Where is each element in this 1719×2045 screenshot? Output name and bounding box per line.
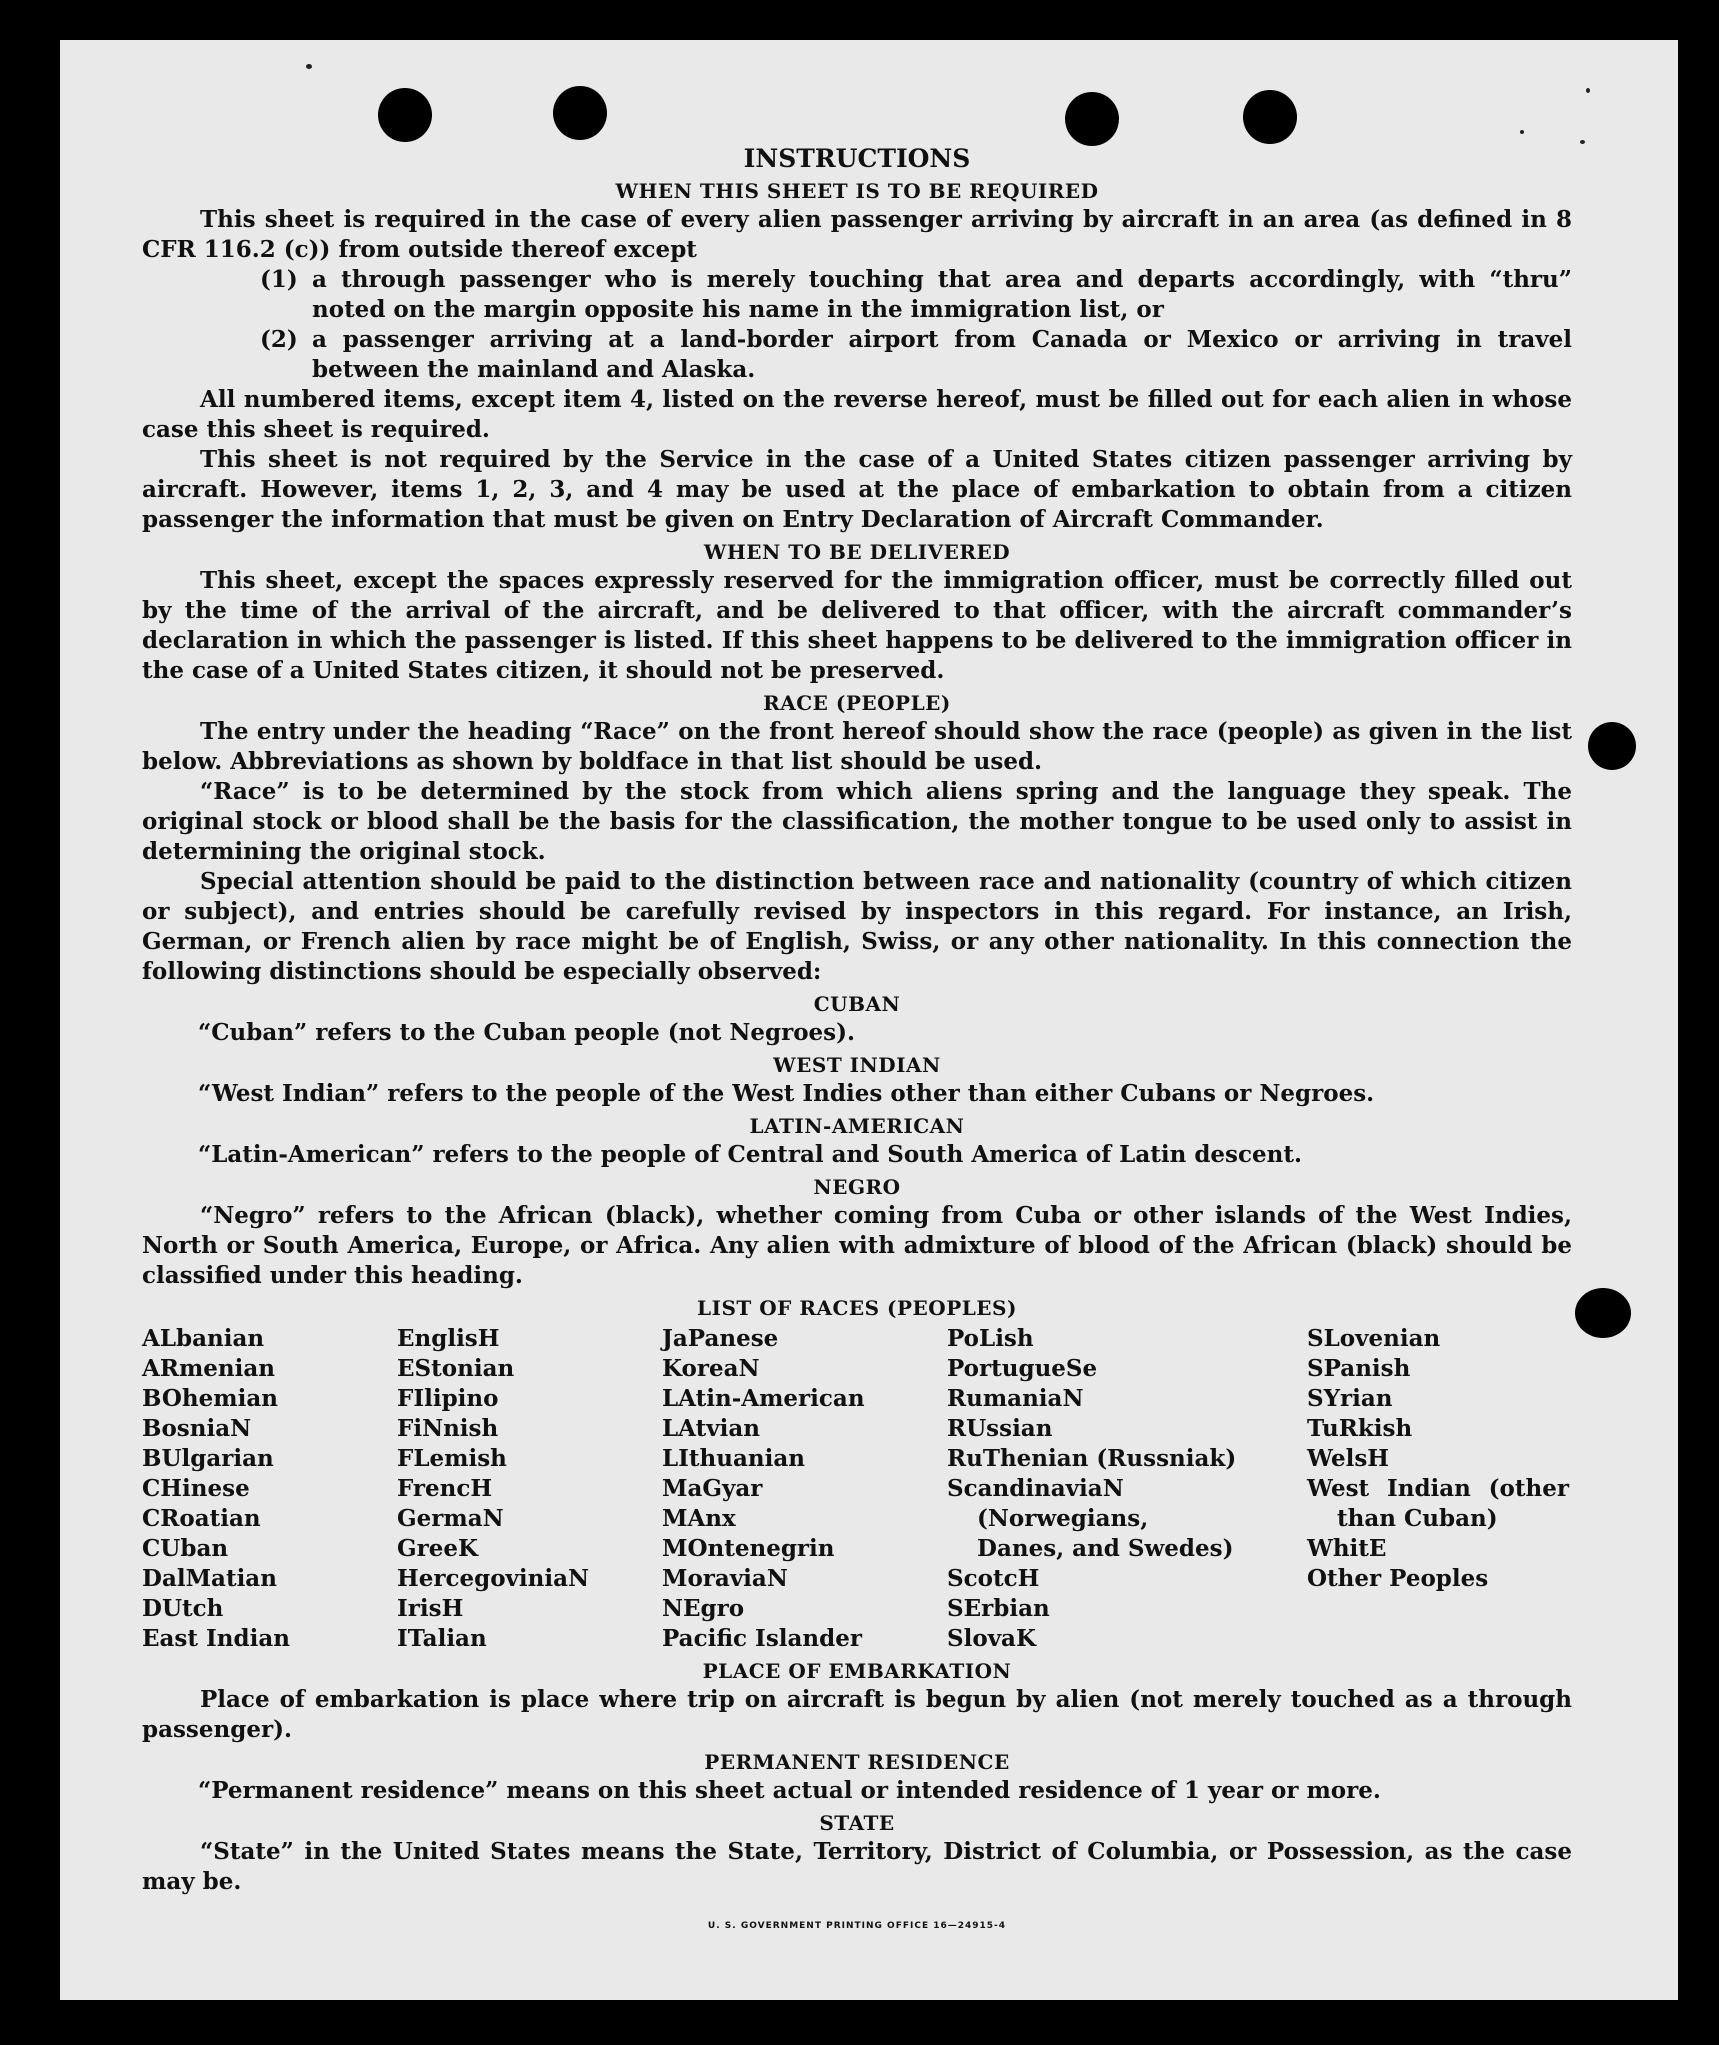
race-entry: FiNnish: [397, 1415, 499, 1442]
race-column: [662, 1324, 947, 1654]
page-title: INSTRUCTIONS: [743, 144, 971, 173]
paragraph: This sheet, except the spaces expressly reserved for the immigration officer, must be correctly filled out by the time of the arrival of the aircraft, and be delivered to that officer, with the aircraft commander’s declaration in which the passenger is listed. If this sheet happens to be delivered to the immigration officer in the case of a United States citizen, it should not be preserved.: [142, 567, 1572, 684]
race-entry: NEgro: [662, 1595, 745, 1622]
race-entry: West Indian (other than Cuban): [1307, 1475, 1569, 1532]
paragraph: This sheet is not required by the Service in the case of a United States citizen passenger arriving by aircraft. However, items 1, 2, 3, and 4 may be used at the place of embarkation to obtain from a citizen passenger the information that must be given on Entry Declaration of Aircraft Commander.: [142, 446, 1572, 533]
race-entry: SLovenian: [1307, 1325, 1441, 1352]
section-heading-permanent-residence: PERMANENT RESIDENCE: [704, 1750, 1010, 1774]
race-entry: IrisH: [397, 1595, 464, 1622]
definition-text: “West Indian” refers to the people of the West Indies other than either Cubans or Negroes.: [198, 1080, 1375, 1107]
race-entry: BosniaN: [142, 1415, 252, 1442]
section-heading-when-delivered: WHEN TO BE DELIVERED: [703, 540, 1011, 564]
paragraph: “Race” is to be determined by the stock from which aliens spring and the language they speak. The original stock or blood shall be the basis for the classification, the mother tongue to be used only to assist in determining the original stock.: [142, 778, 1572, 865]
race-entry: East Indian: [142, 1625, 290, 1652]
race-entry: EStonian: [397, 1355, 515, 1382]
race-entry: FrencH: [397, 1475, 493, 1502]
dust-speck: [1586, 88, 1590, 93]
dust-speck: [1580, 140, 1585, 144]
race-entry: PortugueSe: [947, 1355, 1098, 1382]
paragraph: Special attention should be paid to the distinction between race and nationality (country of which citizen or subject), and entries should be carefully revised by inspectors in this regard. For instance, an Irish, German, or French alien by race might be of English, Swiss, or any other nationality. In this connection the following distinctions should be especially observed:: [142, 868, 1572, 985]
race-entry: SYrian: [1307, 1385, 1393, 1412]
race-entry: KoreaN: [662, 1355, 760, 1382]
race-entry: RuThenian (Russniak): [947, 1445, 1237, 1472]
race-column: [397, 1324, 662, 1654]
race-entry: Other Peoples: [1307, 1565, 1489, 1592]
dust-speck: [1520, 130, 1524, 134]
race-entry: HercegoviniaN: [397, 1565, 590, 1592]
race-entry: RUssian: [947, 1415, 1053, 1442]
section-heading-cuban: CUBAN: [813, 992, 901, 1016]
race-entry: CHinese: [142, 1475, 250, 1502]
race-entry: GermaN: [397, 1505, 504, 1532]
punch-hole: [553, 86, 607, 140]
race-entry: RumaniaN: [947, 1385, 1084, 1412]
race-entry: TuRkish: [1307, 1415, 1413, 1442]
race-entry: ScandinaviaN (Norwegians, Danes, and Swedes): [947, 1475, 1234, 1562]
section-heading-west-indian: WEST INDIAN: [773, 1053, 941, 1077]
punch-hole: [378, 88, 432, 142]
race-entry: JaPanese: [662, 1325, 779, 1352]
race-entry: CRoatian: [142, 1505, 261, 1532]
race-entry: LAtvian: [662, 1415, 760, 1442]
item-number: (1): [260, 266, 298, 293]
race-entry: WelsH: [1307, 1445, 1390, 1472]
race-entry: SErbian: [947, 1595, 1050, 1622]
race-entry: FIlipino: [397, 1385, 499, 1412]
race-entry: SPanish: [1307, 1355, 1411, 1382]
race-entry: WhitE: [1307, 1535, 1387, 1562]
race-entry: CUban: [142, 1535, 229, 1562]
instructions-content: [142, 140, 1572, 1941]
race-entry: BUlgarian: [142, 1445, 274, 1472]
dust-speck: [306, 64, 312, 69]
definition-text: Place of embarkation is place where trip on aircraft is begun by alien (not merely touched as a through passenger).: [142, 1686, 1572, 1743]
race-entry: EnglisH: [397, 1325, 500, 1352]
definition-text: “Permanent residence” means on this sheet actual or intended residence of 1 year or more.: [198, 1777, 1381, 1804]
section-heading-state: STATE: [819, 1811, 895, 1835]
race-column: [142, 1324, 397, 1654]
race-entry: FLemish: [397, 1445, 507, 1472]
race-column: [947, 1324, 1307, 1654]
item-text: a through passenger who is merely touching that area and departs accordingly, with “thru” noted on the margin opposite his name in the immigration list, or: [312, 266, 1572, 323]
section-heading-when-required: WHEN THIS SHEET IS TO BE REQUIRED: [615, 179, 1099, 203]
definition-text: “Cuban” refers to the Cuban people (not Negroes).: [198, 1019, 856, 1046]
races-list: [142, 1324, 1572, 1654]
race-entry: ARmenian: [142, 1355, 276, 1382]
document-sheet: [60, 40, 1678, 2000]
race-entry: ALbanian: [142, 1325, 265, 1352]
paragraph: The entry under the heading “Race” on the front hereof should show the race (people) as given in the list below. Abbreviations as shown by boldface in that list should be used.: [142, 718, 1572, 775]
punch-hole: [1588, 722, 1636, 770]
section-heading-negro: NEGRO: [813, 1175, 901, 1199]
punch-hole: [1575, 1288, 1631, 1338]
printer-imprint: U. S. GOVERNMENT PRINTING OFFICE 16—24915-4: [707, 1921, 1007, 1931]
punch-hole: [1243, 90, 1297, 144]
race-entry: PoLish: [947, 1325, 1034, 1352]
race-entry: DalMatian: [142, 1565, 277, 1592]
race-entry: ITalian: [397, 1625, 487, 1652]
numbered-item: [260, 325, 1572, 385]
item-number: (2): [260, 326, 298, 353]
section-heading-list-of-races: LIST OF RACES (PEOPLES): [697, 1296, 1017, 1320]
section-heading-embarkation: PLACE OF EMBARKATION: [702, 1659, 1012, 1683]
numbered-item: [260, 265, 1572, 325]
definition-text: “State” in the United States means the State, Territory, District of Columbia, or Possession, as the case may be.: [142, 1838, 1572, 1895]
punch-hole: [1065, 92, 1119, 146]
race-entry: MOntenegrin: [662, 1535, 835, 1562]
race-entry: SlovaK: [947, 1625, 1036, 1652]
item-text: a passenger arriving at a land-border airport from Canada or Mexico or arriving in travel between the mainland and Alaska.: [312, 326, 1572, 383]
definition-text: “Latin-American” refers to the people of Central and South America of Latin descent.: [198, 1141, 1302, 1168]
race-entry: MaGyar: [662, 1475, 763, 1502]
section-heading-latin-american: LATIN-AMERICAN: [749, 1114, 965, 1138]
race-entry: LIthuanian: [662, 1445, 805, 1472]
paragraph: All numbered items, except item 4, listed on the reverse hereof, must be filled out for each alien in whose case this sheet is required.: [142, 386, 1572, 443]
race-entry: BOhemian: [142, 1385, 278, 1412]
race-entry: MoraviaN: [662, 1565, 788, 1592]
race-entry: DUtch: [142, 1595, 224, 1622]
section-heading-race: RACE (PEOPLE): [763, 691, 951, 715]
race-column: [1307, 1324, 1569, 1654]
race-entry: ScotcH: [947, 1565, 1040, 1592]
race-entry: GreeK: [397, 1535, 479, 1562]
race-entry: LAtin-American: [662, 1385, 865, 1412]
race-entry: Pacific Islander: [662, 1625, 862, 1652]
definition-text: “Negro” refers to the African (black), whether coming from Cuba or other islands of the West Indies, North or South America, Europe, or Africa. Any alien with admixture of blood of the African (black) should be classified under this heading.: [142, 1202, 1572, 1289]
paragraph: This sheet is required in the case of every alien passenger arriving by aircraft in an area (as defined in 8 CFR 116.2 (c)) from outside thereof except: [142, 206, 1572, 263]
race-entry: MAnx: [662, 1505, 736, 1532]
